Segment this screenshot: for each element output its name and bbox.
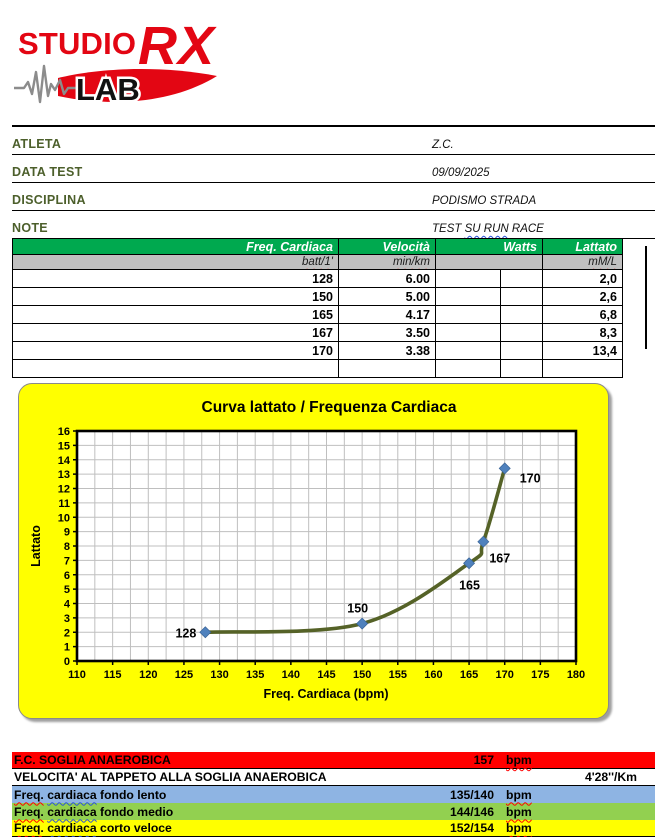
header-lattato: Lattato <box>543 239 623 255</box>
atleta-label: ATLETA <box>12 137 62 151</box>
unit-watts <box>436 255 543 270</box>
note-value: TEST SU RUN RACE <box>432 223 544 235</box>
svg-text:140: 140 <box>281 669 301 681</box>
studiorx-lab-logo <box>10 6 220 110</box>
data-test-label: DATA TEST <box>12 165 83 179</box>
form-row-note <box>12 211 655 239</box>
svg-text:16: 16 <box>57 426 70 438</box>
svg-text:7: 7 <box>63 555 70 568</box>
table-header-row <box>13 239 623 255</box>
lactate-curve-chart <box>18 383 609 719</box>
threshold-speed-row <box>12 769 655 786</box>
svg-text:12: 12 <box>57 483 70 496</box>
svg-text:167: 167 <box>489 551 511 566</box>
svg-text:145: 145 <box>317 669 336 681</box>
svg-text:15: 15 <box>57 440 70 453</box>
svg-text:128: 128 <box>175 626 197 641</box>
atleta-value: Z.C. <box>432 139 454 151</box>
svg-text:170: 170 <box>495 669 514 681</box>
svg-text:180: 180 <box>566 669 586 681</box>
logo-studio-text: STUDIO <box>18 26 136 61</box>
threshold-summary <box>12 752 655 837</box>
unit-batt: batt/1' <box>13 255 339 270</box>
svg-text:11: 11 <box>58 497 70 510</box>
threshold-speed-label: VELOCITA' AL TAPPETO ALLA SOGLIA ANAEROBICA <box>14 770 327 784</box>
table-row: 150 5.00 2,6 <box>13 288 623 306</box>
svg-text:165: 165 <box>459 578 480 593</box>
form-row-disciplina <box>12 183 655 211</box>
corto-veloce-label: Freq. cardiaca corto veloce <box>14 821 172 835</box>
svg-text:0: 0 <box>63 656 70 668</box>
svg-text:2: 2 <box>63 627 70 640</box>
svg-text:1: 1 <box>63 641 70 654</box>
athlete-form <box>12 127 655 239</box>
form-row-atleta <box>12 127 655 155</box>
test-data-table <box>12 238 623 378</box>
table-row: 167 3.50 8,3 <box>13 324 623 342</box>
fondo-lento-label: Freq. cardiaca fondo lento <box>14 787 167 802</box>
svg-text:150: 150 <box>352 669 372 681</box>
anaerobic-threshold-label: F.C. SOGLIA ANAEROBICA <box>14 753 171 767</box>
anaerobic-threshold-row <box>12 752 655 769</box>
svg-text:135: 135 <box>246 669 265 681</box>
table-outer-gridline <box>645 246 647 349</box>
svg-text:6: 6 <box>63 569 70 582</box>
svg-text:125: 125 <box>174 669 194 681</box>
header-freq-cardiaca: Freq. Cardiaca <box>13 239 339 255</box>
anaerobic-threshold-unit: bpm <box>506 753 532 767</box>
table-row: 170 3.38 13,4 <box>13 342 623 360</box>
data-test-value: 09/09/2025 <box>432 167 490 179</box>
table-units-row <box>13 255 623 270</box>
threshold-speed-value: 4'28''/Km <box>584 770 637 784</box>
disciplina-label: DISCIPLINA <box>12 193 86 207</box>
corto-veloce-value: 152/154 <box>449 821 494 835</box>
corto-veloce-row <box>12 820 655 837</box>
header-velocita: Velocità <box>339 239 436 255</box>
table-row: 165 4.17 6,8 <box>13 306 623 324</box>
note-spellcheck-words: SU RUN <box>464 223 509 235</box>
corto-veloce-unit: bpm <box>506 821 532 835</box>
svg-text:5: 5 <box>63 584 70 597</box>
svg-text:14: 14 <box>57 454 70 467</box>
svg-text:9: 9 <box>63 526 70 539</box>
svg-text:115: 115 <box>103 669 122 681</box>
anaerobic-threshold-value: 157 <box>473 753 494 767</box>
note-label: NOTE <box>12 221 48 235</box>
chart-plot-area <box>58 426 585 681</box>
svg-text:160: 160 <box>424 669 443 681</box>
form-row-data-test <box>12 155 655 183</box>
svg-text:170: 170 <box>519 471 541 486</box>
fondo-medio-value: 144/146 <box>449 804 494 819</box>
svg-text:4: 4 <box>63 598 70 611</box>
svg-text:110: 110 <box>68 669 86 681</box>
unit-minkm: min/km <box>339 255 436 270</box>
svg-text:130: 130 <box>210 669 229 681</box>
svg-text:3: 3 <box>63 612 70 625</box>
fondo-lento-row <box>12 786 655 803</box>
table-row-empty <box>13 360 623 378</box>
header-watts: Watts <box>436 239 543 255</box>
svg-text:120: 120 <box>139 669 158 681</box>
fondo-medio-row <box>12 803 655 820</box>
y-axis-title: Lattato <box>29 525 43 567</box>
fondo-medio-label: Freq. cardiaca fondo medio <box>14 804 174 819</box>
svg-text:8: 8 <box>63 541 70 553</box>
svg-text:155: 155 <box>388 669 407 681</box>
svg-text:175: 175 <box>531 669 550 681</box>
logo-rx-text: RX <box>138 16 214 76</box>
svg-text:13: 13 <box>57 469 70 482</box>
fondo-lento-unit: bpm <box>506 787 532 802</box>
table-row: 128 6.00 2,0 <box>13 270 623 288</box>
fondo-medio-unit: bpm <box>506 804 532 819</box>
unit-mml: mM/L <box>543 255 623 270</box>
logo-lab-text: LAB <box>76 72 140 107</box>
disciplina-value: PODISMO STRADA <box>432 195 537 207</box>
svg-text:10: 10 <box>57 512 70 525</box>
chart-title: Curva lattato / Frequenza Cardiaca <box>201 399 457 416</box>
x-axis-title: Freq. Cardiaca (bpm) <box>263 687 389 701</box>
svg-text:150: 150 <box>347 601 369 616</box>
svg-text:165: 165 <box>459 669 479 681</box>
fondo-lento-value: 135/140 <box>449 787 494 802</box>
